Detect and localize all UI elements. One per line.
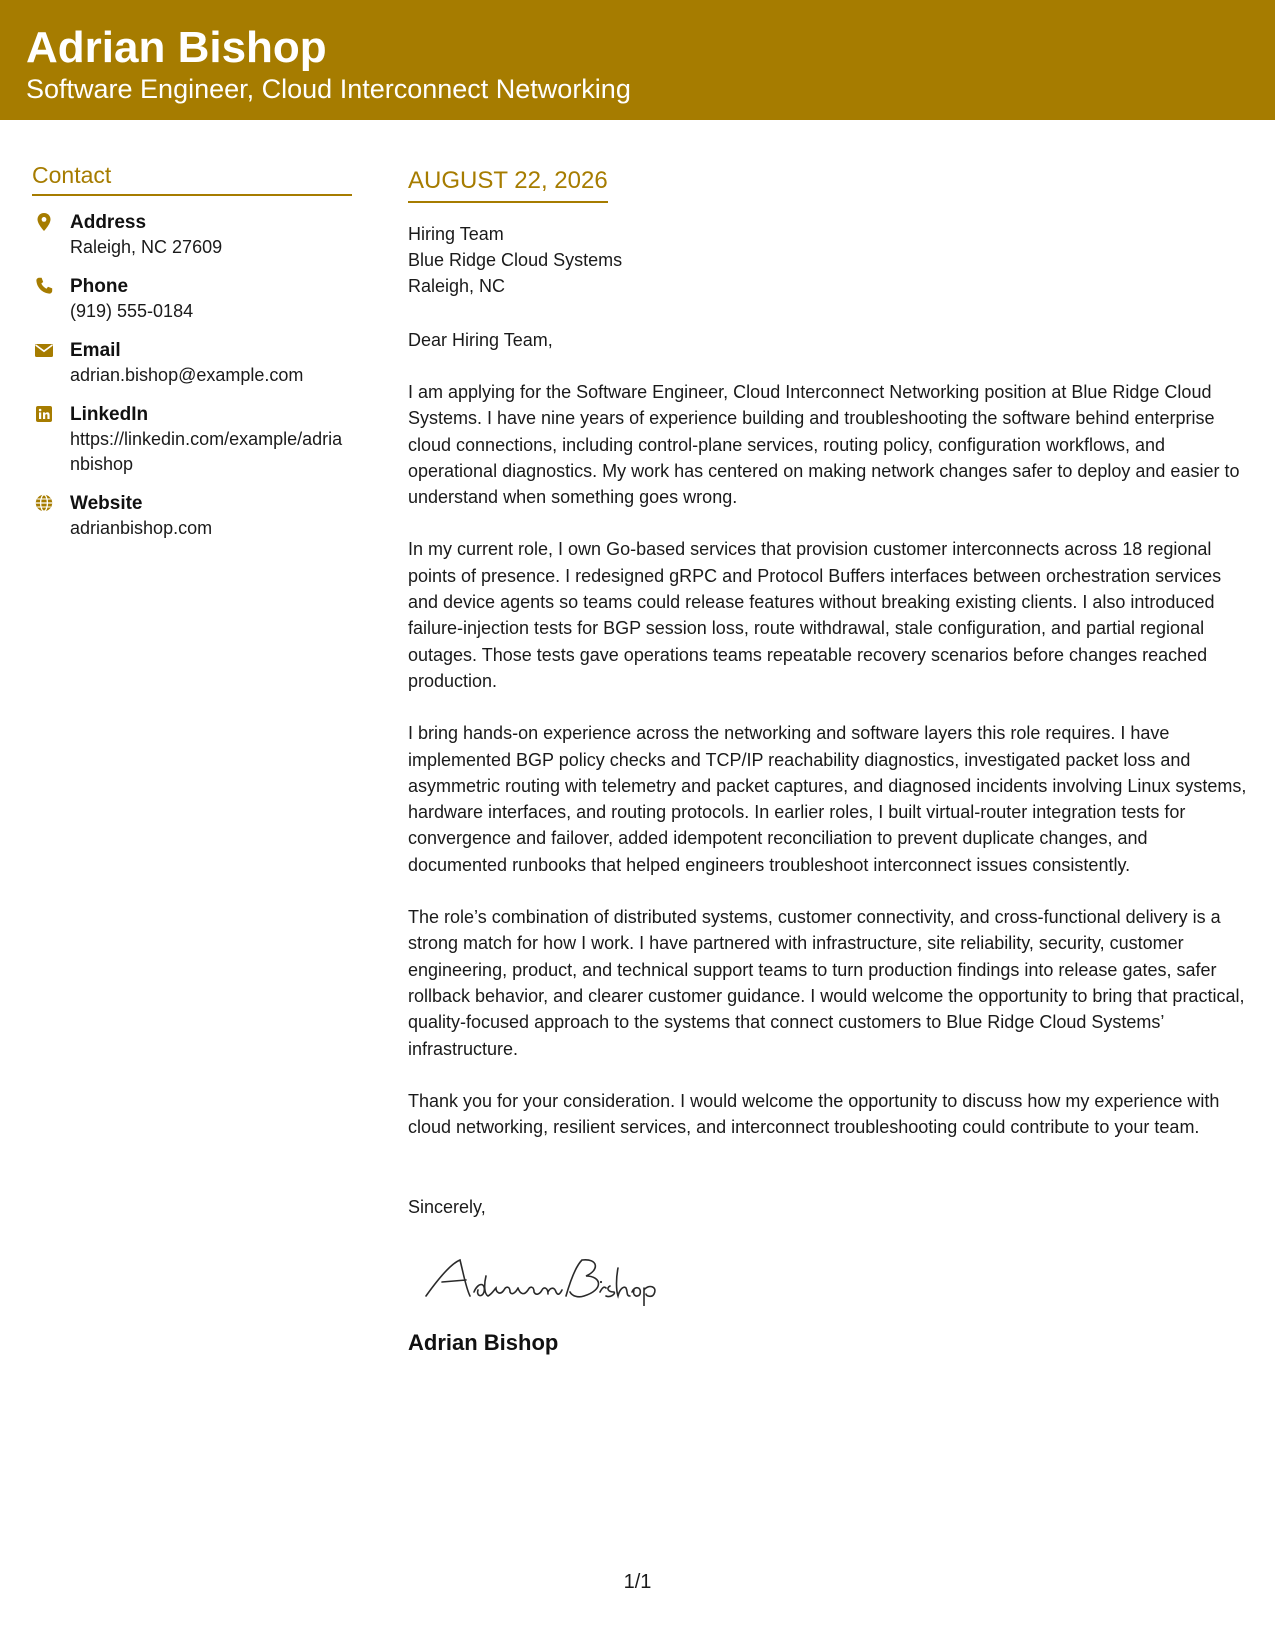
contact-label: LinkedIn bbox=[70, 404, 149, 425]
contact-label: Address bbox=[70, 212, 147, 233]
contact-label: Phone bbox=[70, 276, 129, 297]
letter-paragraph: Thank you for your consideration. I would welcome the opportunity to discuss how my experience with cloud networking, resilient services, and interconnect troubleshooting could contribute to your team. bbox=[408, 1090, 1220, 1138]
contact-item-phone bbox=[32, 274, 352, 324]
contact-label: Email bbox=[70, 340, 121, 361]
letter-paragraph: The role’s combination of distributed systems, customer connectivity, and cross-functional delivery is a strong match for how I work. I have partnered with infrastructure, site reliability, security, customer engineering, product, and technical support teams to turn production findings into release gates, safer rollback behavior, and clearer customer guidance. I would welcome the opportunity to bring that practical, quality-focused approach to the systems that connect customers to Blue Ridge Cloud Systems’ infrastructure. bbox=[408, 907, 1245, 1059]
contact-item-linkedin bbox=[32, 402, 352, 477]
contact-value: Raleigh, NC 27609 bbox=[70, 237, 223, 257]
envelope-icon bbox=[34, 340, 54, 360]
letter-paragraph: I am applying for the Software Engineer, Cloud Interconnect Networking position at Blue Ridge Cloud Systems. I have nine years of experience building and troubleshooting the software behind enterprise cloud connections, including control-plane services, routing policy, configuration workflows, and operational diagnostics. My work has centered on making network changes safer to deploy and easier to understand when something goes wrong. bbox=[408, 382, 1240, 508]
recipient-line: Hiring Team bbox=[408, 224, 504, 244]
phone-icon bbox=[34, 276, 54, 296]
contact-label: Website bbox=[70, 493, 143, 514]
linkedin-icon bbox=[34, 404, 54, 424]
website-link[interactable]: adrianbishop.com bbox=[70, 518, 213, 538]
salutation: Dear Hiring Team, bbox=[408, 330, 553, 350]
closing: Sincerely, bbox=[408, 1197, 486, 1218]
signed-name: Adrian Bishop bbox=[408, 1330, 559, 1356]
letter-date: AUGUST 22, 2026 bbox=[408, 167, 608, 194]
linkedin-link[interactable]: https://linkedin.com/example/adrianbishop bbox=[70, 429, 343, 474]
contact-heading: Contact bbox=[32, 160, 352, 196]
recipient-line: Blue Ridge Cloud Systems bbox=[408, 250, 623, 270]
recipient-line: Raleigh, NC bbox=[408, 276, 506, 296]
letter-paragraph: I bring hands-on experience across the networking and software layers this role requires. I have implemented BGP policy checks and TCP/IP reachability diagnostics, investigated packet loss and asymmetric routing with telemetry and packet captures, and diagnosed incidents involving Linux systems, hardware interfaces, and routing protocols. In earlier roles, I built virtual-router integration tests for convergence and failover, added idempotent reconciliation to prevent duplicate changes, and documented runbooks that helped engineers troubleshoot interconnect issues consistently. bbox=[408, 723, 1247, 875]
map-pin-icon bbox=[34, 212, 54, 232]
contact-sidebar bbox=[32, 160, 352, 555]
contact-item-address bbox=[32, 210, 352, 260]
applicant-name: Adrian Bishop bbox=[26, 23, 327, 72]
handwritten-signature bbox=[420, 1252, 670, 1306]
job-title: Software Engineer, Cloud Interconnect Networking bbox=[26, 74, 631, 104]
globe-icon bbox=[34, 493, 54, 513]
letter-paragraph: In my current role, I own Go-based services that provision customer interconnects across 18 regional points of presence. I redesigned gRPC and Protocol Buffers interfaces between orchestration services and device agents so teams could release features without breaking existing clients. I also introduced failure-injection tests for BGP session loss, route withdrawal, stale configuration, and partial regional outages. Those tests gave operations teams repeatable recovery scenarios before changes reached production. bbox=[408, 539, 1222, 691]
contact-value: adrian.bishop@example.com bbox=[70, 365, 304, 385]
contact-item-website bbox=[32, 491, 352, 541]
letter-body bbox=[408, 165, 1250, 1358]
recipient-block bbox=[408, 221, 1250, 299]
page-number: 1/1 bbox=[623, 1571, 652, 1593]
date-block bbox=[408, 165, 608, 203]
header-banner bbox=[0, 0, 1275, 120]
contact-item-email bbox=[32, 338, 352, 388]
contact-value: (919) 555-0184 bbox=[70, 301, 194, 321]
